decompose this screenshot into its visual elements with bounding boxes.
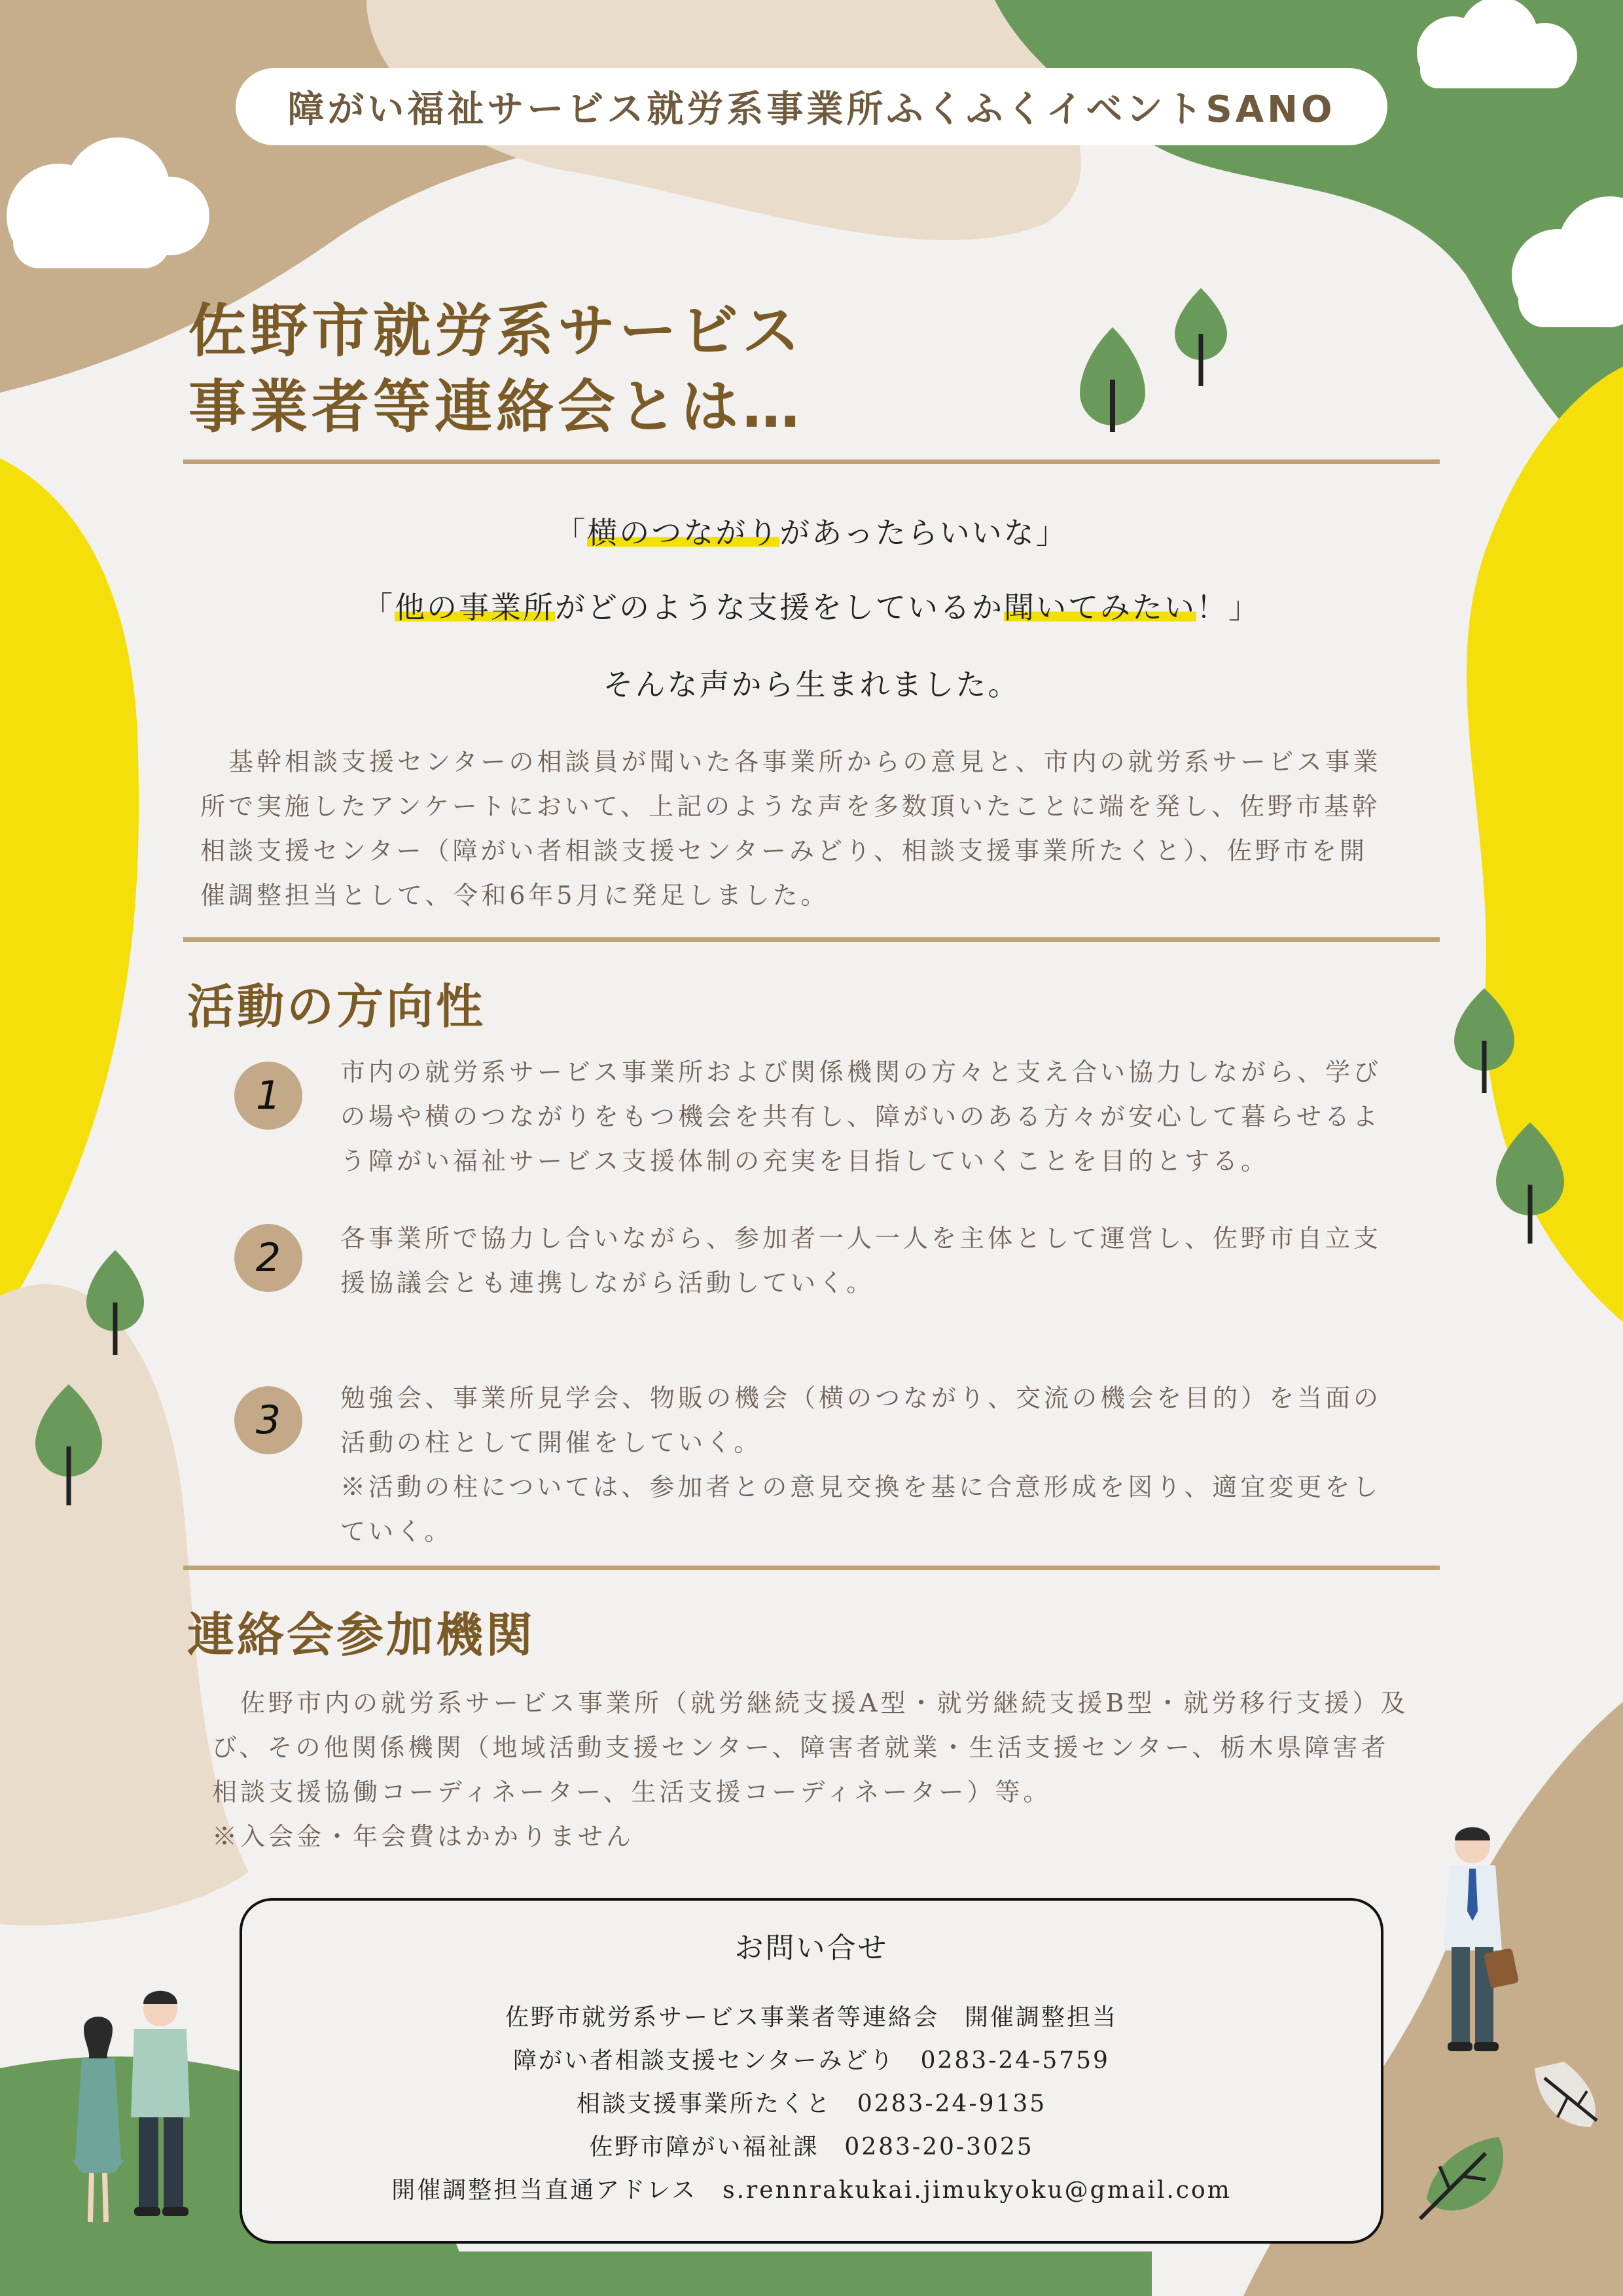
members-line: ※入会金・年会費はかかりません	[212, 1822, 635, 1851]
event-banner: 障がい福祉サービス就労系事業所ふくふくイベントSANO	[236, 68, 1387, 145]
direction-item-line: ※活動の柱については、参加者との意見交換を基に合意形成を図り、適宜変更をし	[340, 1473, 1382, 1501]
quote-2-highlight-1: 他の事業所	[395, 590, 555, 625]
direction-item-line: 市内の就労系サービス事業所および関係機関の方々と支え合い協力しながら、学び	[340, 1058, 1382, 1086]
item-number-badge: 1	[234, 1062, 302, 1130]
contact-line: 佐野市障がい福祉課 0283-20-3025	[589, 2134, 1034, 2161]
direction-item-line: ていく。	[340, 1517, 453, 1546]
direction-item-line: 活動の柱として開催をしていく。	[340, 1428, 762, 1457]
direction-item-1	[340, 1050, 1414, 1183]
direction-item-3	[340, 1376, 1414, 1554]
divider	[183, 459, 1440, 464]
quote-2	[183, 584, 1440, 627]
contact-box	[240, 1898, 1383, 2244]
direction-title: 活動の方向性	[187, 979, 486, 1034]
quote-2-open: 「	[363, 590, 395, 625]
direction-item-2	[340, 1216, 1414, 1305]
contact-line: 障がい者相談支援センターみどり 0283-24-5759	[513, 2047, 1110, 2074]
about-title-line-1: 佐野市就労系サービス	[188, 297, 804, 365]
direction-item-line: 援協議会とも連携しながら活動していく。	[340, 1268, 875, 1297]
item-number-badge: 3	[234, 1386, 302, 1454]
members-line: 相談支援協働コーディネーター、生活支援コーディネーター）等。	[212, 1778, 1052, 1806]
about-body	[200, 740, 1431, 918]
members-title: 連絡会参加機関	[187, 1607, 536, 1662]
divider	[183, 1566, 1440, 1570]
contact-title: お問い合せ	[734, 1931, 889, 1965]
tree-icon	[1175, 288, 1227, 386]
quote-1-open: 「	[555, 515, 588, 550]
contact-line: 相談支援事業所たくと 0283-24-9135	[576, 2090, 1047, 2117]
quote-3: そんな声から生まれました。	[603, 667, 1020, 702]
divider	[183, 937, 1440, 942]
contact-line: 佐野市就労系サービス事業者等連絡会 開催調整担当	[505, 2004, 1118, 2031]
about-body-line: 基幹相談支援センターの相談員が聞いた各事業所からの意見と、市内の就労系サービス事業	[200, 747, 1382, 776]
direction-item-line: う障がい福祉サービス支援体制の充実を目指していくことを目的とする。	[340, 1147, 1270, 1175]
quote-2-highlight-2: 聞いてみたい	[1004, 590, 1196, 625]
about-body-line: 催調整担当として、令和6年5月に発足しました。	[200, 881, 829, 910]
about-title	[188, 293, 804, 445]
item-number-badge: 2	[234, 1224, 302, 1292]
bottom-green-band	[216, 2251, 1152, 2296]
quote-2-close: ！」	[1196, 590, 1260, 625]
direction-item-line: の場や横のつながりをもつ機会を共有し、障がいのある方々が安心して暮らせるよ	[340, 1102, 1381, 1131]
contact-email-line[interactable]: 開催調整担当直通アドレス s.rennrakukai.jimukyoku@gmail.com	[391, 2177, 1232, 2204]
about-title-line-2: 事業者等連絡会とは…	[188, 373, 804, 440]
members-line: び、その他関係機関（地域活動支援センター、障害者就業・生活支援センター、栃木県障害者	[212, 1733, 1389, 1762]
quote-1-rest: があったらいいな」	[779, 515, 1068, 550]
quote-2-middle: がどのような支援をしているか	[555, 590, 1004, 625]
left-yellow-shape	[0, 458, 139, 1322]
direction-item-line: 各事業所で協力し合いながら、参加者一人一人を主体として運営し、佐野市自立支	[340, 1224, 1382, 1253]
about-body-line: 相談支援センター（障がい者相談支援センターみどり、相談支援事業所たくと）、佐野市を開	[200, 836, 1368, 865]
tree-icon	[1080, 327, 1145, 432]
members-body	[212, 1681, 1442, 1859]
quote-1	[183, 509, 1440, 552]
quote-1-highlight: 横のつながり	[587, 515, 780, 550]
direction-item-line: 勉強会、事業所見学会、物販の機会（横のつながり、交流の機会を目的）を当面の	[340, 1384, 1382, 1412]
members-line: 佐野市内の就労系サービス事業所（就労継続支援A型・就労継続支援B型・就労移行支援）及	[212, 1689, 1409, 1717]
about-body-line: 所で実施したアンケートにおいて、上記のような声を多数頂いたことに端を発し、佐野市基幹	[200, 792, 1380, 821]
